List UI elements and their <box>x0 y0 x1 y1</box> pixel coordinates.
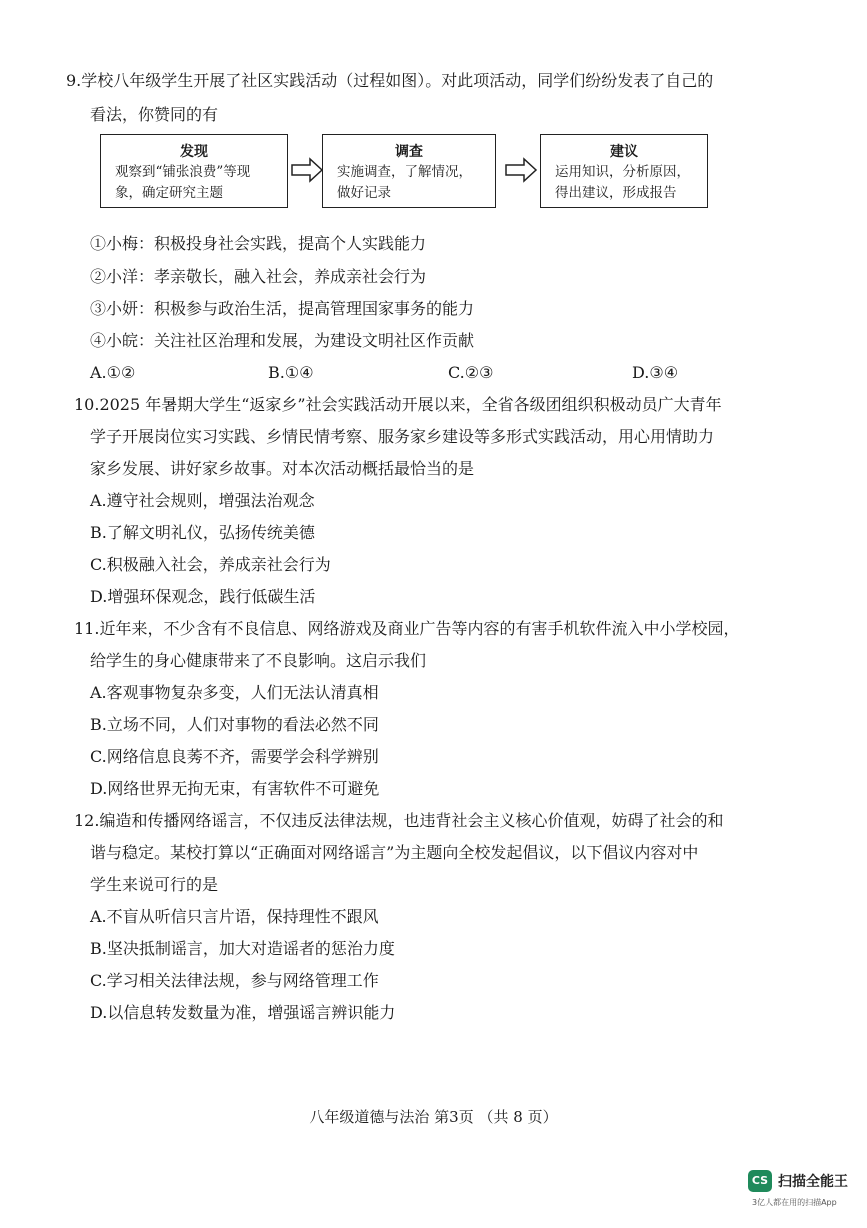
q9-option-d: D.③④ <box>632 363 679 382</box>
q9-item-1: ①小梅：积极投身社会实践，提高个人实践能力 <box>90 234 427 253</box>
page-footer: 八年级道德与法治 第3页 （共 8 页） <box>309 1108 558 1126</box>
flow-box-suggest-line-1: 运用知识，分析原因， <box>555 164 690 180</box>
q12-option-d: D.以信息转发数量为准，增强谣言辨识能力 <box>90 1003 396 1022</box>
q12-option-c: C.学习相关法律法规，参与网络管理工作 <box>90 971 379 990</box>
q12-option-b: B.坚决抵制谣言，加大对造谣者的惩治力度 <box>90 939 395 958</box>
flow-box-suggest-title: 建议 <box>610 144 638 160</box>
flow-arrow-1-icon <box>290 157 324 183</box>
q9-stem-line-1: 9.学校八年级学生开展了社区实践活动（过程如图）。对此项活动，同学们纷纷发表了自己的 <box>66 71 714 90</box>
q10-option-a: A.遵守社会规则，增强法治观念 <box>90 491 315 510</box>
watermark-tagline: 3亿人都在用的扫描App <box>752 1198 837 1207</box>
q11-option-b: B.立场不同，人们对事物的看法必然不同 <box>90 715 379 734</box>
q9-item-2: ②小洋：孝亲敬长，融入社会，养成亲社会行为 <box>90 267 427 286</box>
q11-stem-line-2: 给学生的身心健康带来了不良影响。这启示我们 <box>90 651 427 670</box>
flow-box-discover-title: 发现 <box>180 144 208 160</box>
q10-stem-line-2: 学子开展岗位实习实践、乡情民情考察、服务家乡建设等多形式实践活动，用心用情助力 <box>90 427 715 446</box>
q9-option-c: C.②③ <box>448 363 494 382</box>
q9-stem-line-2: 看法，你赞同的有 <box>90 105 219 124</box>
flow-box-investigate-line-1: 实施调查，了解情况， <box>337 164 472 180</box>
flow-box-suggest <box>540 134 708 208</box>
flow-arrow-2-icon <box>504 157 538 183</box>
flow-box-discover-line-2: 象，确定研究主题 <box>115 185 223 201</box>
flow-box-investigate-title: 调查 <box>395 144 423 160</box>
q11-option-a: A.客观事物复杂多变，人们无法认清真相 <box>90 683 379 702</box>
q9-option-b: B.①④ <box>268 363 314 382</box>
flow-box-discover <box>100 134 288 208</box>
flow-box-suggest-line-2: 得出建议，形成报告 <box>555 185 677 201</box>
q12-option-a: A.不盲从听信只言片语，保持理性不跟风 <box>90 907 379 926</box>
flow-box-investigate <box>322 134 496 208</box>
q10-option-c: C.积极融入社会，养成亲社会行为 <box>90 555 331 574</box>
q11-option-d: D.网络世界无拘无束，有害软件不可避免 <box>90 779 380 798</box>
q10-option-d: D.增强环保观念，践行低碳生活 <box>90 587 316 606</box>
q9-item-4: ④小皖：关注社区治理和发展，为建设文明社区作贡献 <box>90 331 475 350</box>
scanner-watermark <box>748 1170 858 1220</box>
camscanner-logo-icon: CS <box>748 1170 772 1192</box>
q11-option-c: C.网络信息良莠不齐，需要学会科学辨别 <box>90 747 379 766</box>
q12-stem-line-3: 学生来说可行的是 <box>90 875 219 894</box>
q9-option-a: A.①② <box>90 363 136 382</box>
q10-option-b: B.了解文明礼仪，弘扬传统美德 <box>90 523 315 542</box>
flow-box-investigate-line-2: 做好记录 <box>337 185 391 201</box>
q10-stem-line-3: 家乡发展、讲好家乡故事。对本次活动概括最恰当的是 <box>90 459 475 478</box>
flow-box-discover-line-1: 观察到“铺张浪费”等现 <box>115 164 251 180</box>
q11-stem-line-1: 11.近年来，不少含有不良信息、网络游戏及商业广告等内容的有害手机软件流入中小学校园， <box>74 619 740 638</box>
watermark-app-name: 扫描全能王 <box>778 1174 848 1190</box>
q10-stem-line-1: 10.2025 年暑期大学生“返家乡”社会实践活动开展以来，全省各级团组织积极动员广大青年 <box>74 395 722 414</box>
q12-stem-line-1: 12.编造和传播网络谣言，不仅违反法律法规，也违背社会主义核心价值观，妨碍了社会的和 <box>74 811 724 830</box>
q12-stem-line-2: 谐与稳定。某校打算以“正确面对网络谣言”为主题向全校发起倡议，以下倡议内容对中 <box>90 843 699 862</box>
q9-item-3: ③小妍：积极参与政治生活，提高管理国家事务的能力 <box>90 299 475 318</box>
